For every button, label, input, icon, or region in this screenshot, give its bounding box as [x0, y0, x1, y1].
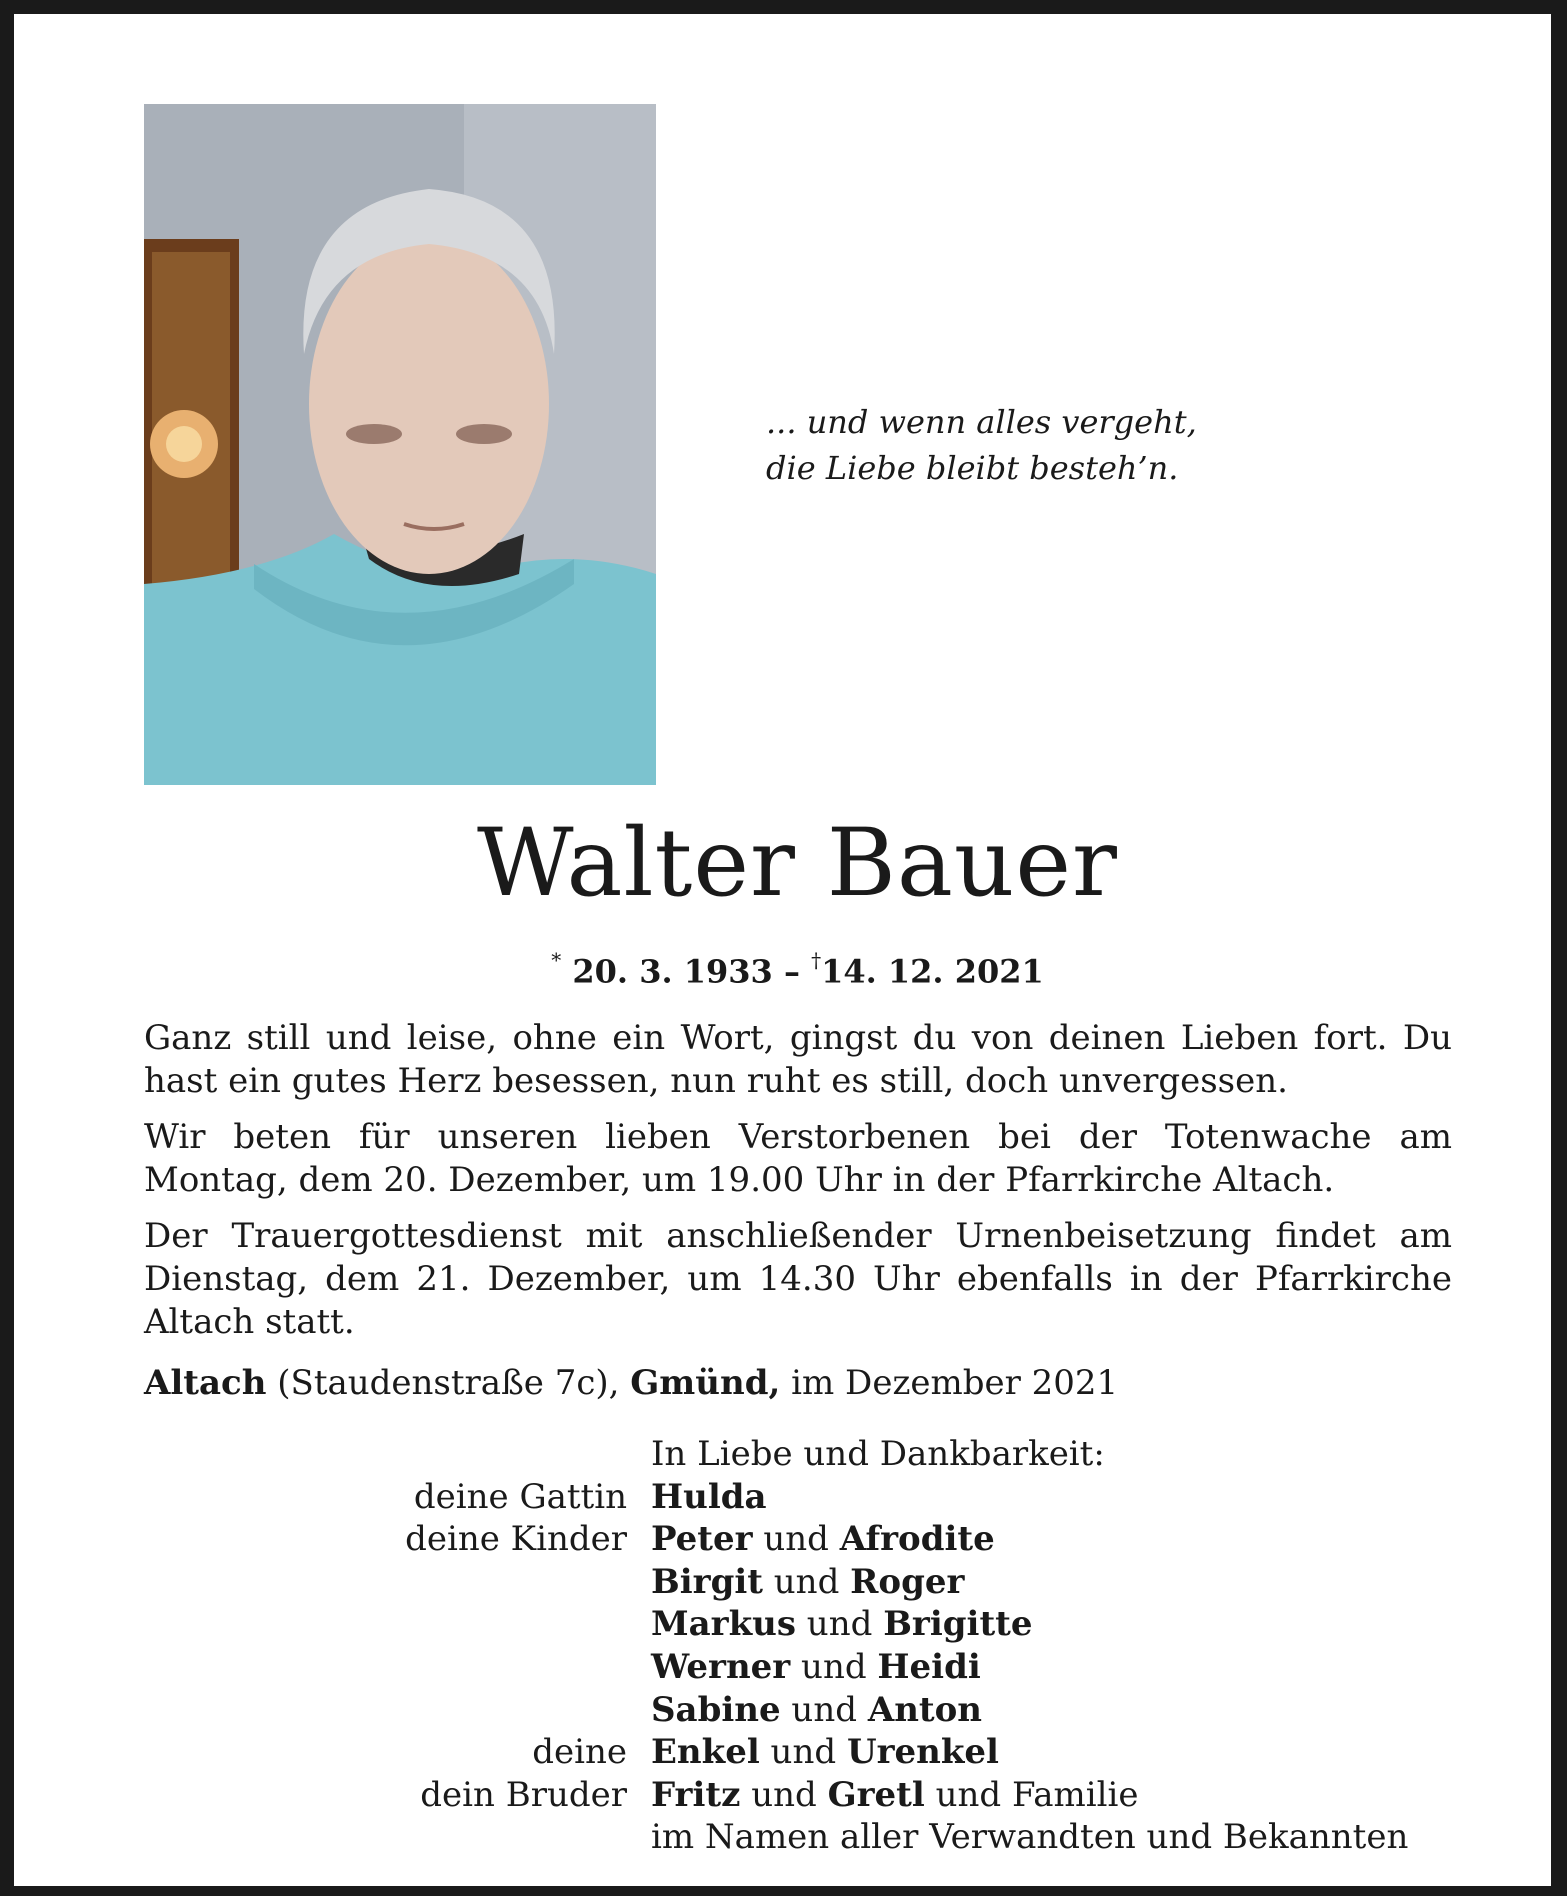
signature-row — [14, 1433, 1567, 1476]
death-symbol: † — [811, 948, 822, 972]
mourner-name: Brigitte — [883, 1604, 1033, 1645]
place-town: Altach — [144, 1363, 267, 1403]
signature-row: Sabine und Anton — [651, 1689, 983, 1730]
mourner-name: Heidi — [877, 1646, 981, 1687]
mourner-name: Roger — [850, 1561, 965, 1602]
mourner-name: Enkel — [651, 1732, 760, 1773]
signatures-heading: In Liebe und Dankbarkeit: — [651, 1434, 1105, 1474]
signature-row — [14, 1476, 1567, 1519]
date-separator: – — [772, 952, 812, 991]
signature-row: Werner und Heidi — [651, 1646, 981, 1687]
mourner-name: Gretl — [827, 1774, 925, 1815]
mourner-name: Fritz — [651, 1774, 741, 1815]
closing-line: im Namen aller Verwandten und Bekannten — [651, 1817, 1409, 1858]
portrait-photo-drawing — [144, 104, 656, 785]
paragraph: Wir beten für unseren lieben Verstorbenen bei der Totenwache am Montag, dem 20. Dezember, um 19.00 Uhr in der Pfarrkirche Altach. — [144, 1117, 1452, 1200]
paragraph: Ganz still und leise, ohne ein Wort, gingst du von deinen Lieben fort. Du hast ein gutes Herz besessen, nun ruht es still, doch unvergessen. — [144, 1018, 1452, 1101]
signature-row — [14, 1816, 1567, 1859]
quote-line: die Liebe bleibt besteh’n. — [766, 449, 1179, 487]
paragraph: Der Trauergottesdienst mit anschließender Urnenbeisetzung findet am Dienstag, dem 21. Dezember, um 14.30 Uhr ebenfalls in der Pfarrkirche Altach statt. — [144, 1216, 1452, 1342]
mourner-name: Werner — [651, 1646, 791, 1687]
mourner-name: Hulda — [651, 1476, 767, 1517]
place-address: (Staudenstraße 7c), — [266, 1363, 631, 1403]
place-town: Gmünd, — [630, 1363, 781, 1403]
mourner-name: Anton — [867, 1689, 983, 1730]
birth-symbol: * — [551, 948, 562, 972]
relation-label: deine — [532, 1732, 627, 1773]
signature-row: Markus und Brigitte — [651, 1604, 1033, 1645]
mourner-name: Afrodite — [839, 1519, 995, 1560]
relation-label: dein Bruder — [420, 1774, 627, 1815]
obituary-text — [144, 1017, 1452, 1357]
mourner-name: Birgit — [651, 1561, 763, 1602]
mourner-name: Markus — [651, 1604, 796, 1645]
portrait-photo — [144, 104, 656, 785]
mourner-name: Urenkel — [846, 1732, 999, 1773]
signature-row: dein Bruder Fritz und Gretl und Familie — [14, 1774, 1567, 1817]
signature-row: Birgit und Roger — [651, 1561, 965, 1602]
signature-row: deine Enkel und Urenkel — [14, 1731, 1567, 1774]
mourner-name: Sabine — [651, 1689, 781, 1730]
mourner-name: Peter — [651, 1519, 753, 1560]
life-dates — [14, 940, 1567, 996]
death-date: 14. 12. 2021 — [821, 952, 1044, 991]
quote-line: ... und wenn alles vergeht, — [766, 403, 1197, 441]
signature-row: deine Kinder Peter und Afrodite — [14, 1518, 1567, 1561]
family-suffix: und Familie — [924, 1774, 1139, 1815]
quote — [766, 399, 1197, 491]
relation-label: deine Kinder — [405, 1519, 627, 1560]
place-date: im Dezember 2021 — [780, 1363, 1119, 1403]
place-and-date — [144, 1360, 1118, 1406]
relation-label: deine Gattin — [413, 1476, 627, 1517]
signatures — [14, 1433, 1567, 1859]
deceased-name: Walter Bauer — [477, 809, 1118, 918]
birth-date: 20. 3. 1933 — [572, 952, 773, 991]
